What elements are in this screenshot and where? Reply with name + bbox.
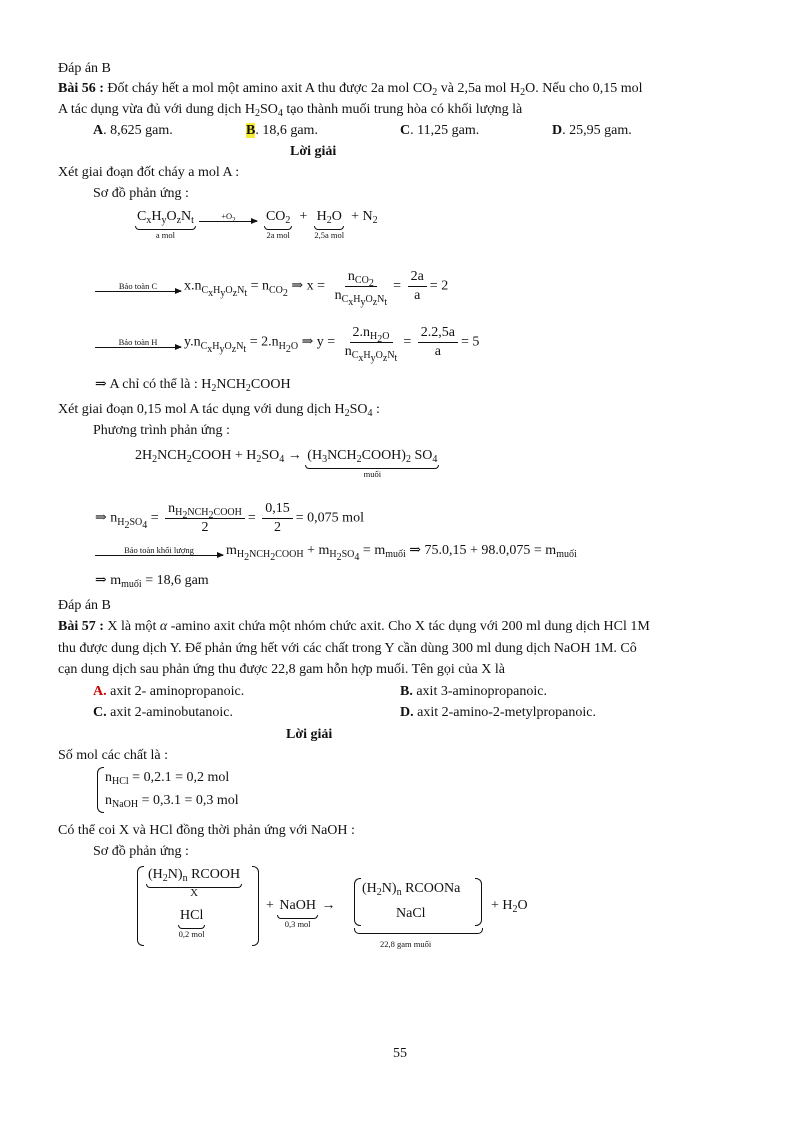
option-c: C. 11,25 gam. <box>400 123 480 138</box>
option-57-a: A. axit 2- aminopropanoic. <box>93 684 245 699</box>
option-b: B. 18,6 gam. <box>246 123 318 138</box>
option-a: A. 8,625 gam. <box>93 123 173 138</box>
mass-balance: Bảo toàn khối lượng $m_{H_2NCH_2COOH} + m_{H_2SO_4} = m_{muối}$ ⇒ $75.0,15 + 98.0,075 = m_{muối}$ <box>95 542 577 560</box>
scheme-label: Sơ đồ phản ứng : <box>93 186 189 201</box>
product-salt: $(H_2N)_n$ RCOONa <box>362 881 461 898</box>
problem-56-text-2: A tác dụng vừa đủ với dung dịch $H_2SO_4$ tạo thành muối trung hòa có khối lượng là <box>58 102 523 119</box>
step-text-2: Xét giai đoạn 0,15 mol A tác dụng với dung dịch $H_2SO_4$ : <box>58 402 380 419</box>
problem-56-text: Bài 56 : Đốt cháy hết a mol một amino axit A thu được 2a mol $CO_2$ và 2,5a mol $H_2O$. Nếu cho 0,15 mol <box>58 81 643 98</box>
naoh-term: + NaOH 0,3 mol → <box>266 898 336 929</box>
option-d: D. 25,95 gam. <box>552 123 632 138</box>
scheme-label-2: Sơ đồ phản ứng : <box>93 844 189 859</box>
carbon-balance: Bảo toàn C $x.n_{C_xH_yO_zN_t} = n_{CO_2}$ ⇒ x = $\frac{n_{CO_2}}{n_{C_xH_yO_zN_t}}$ = $\frac{2a}{a}$ = 2 <box>95 268 448 305</box>
mole-naoh: $n_{NaOH} = 0,3.1 = 0,3$ mol <box>105 793 239 810</box>
product-brace-left <box>354 878 361 926</box>
water-product: + $H_2O$ <box>491 898 528 915</box>
conclusion: ⇒ A chỉ có thể là : $H_2NCH_2COOH$ <box>95 377 291 394</box>
system-brace <box>97 767 104 813</box>
problem-57-text: Bài 57 : X là một α -amino axit chứa một nhóm chức axit. Cho X tác dụng với 200 ml dung dịch HCl 1M <box>58 619 650 634</box>
mole-hcl: $n_{HCl} = 0,2.1 = 0,2$ mol <box>105 770 230 787</box>
solution-heading: Lời giải <box>290 144 337 159</box>
combustion-equation: $C_xH_yO_zN_t$ a mol $+O_2$ $CO_2$ 2a mol + $H_2O$ 2,5a mol + $N_2$ <box>137 209 378 240</box>
step-text-3: Có thể coi X và HCl đồng thời phản ứng với NaOH : <box>58 823 355 838</box>
hydrogen-balance: Bảo toàn H $y.n_{C_xH_yO_zN_t} = 2.n_{H_2O}$ ⇒ y = $\frac{2.n_{H_2O}}{n_{C_xH_yO_zN_t}}$ = $\frac{2.2,5a}{a}$ = 5 <box>95 324 479 361</box>
salt-underbrace <box>354 928 483 934</box>
answer-line: Đáp án B <box>58 61 111 76</box>
salt-caption: 22,8 gam muối <box>380 939 432 949</box>
equation-label: Phương trình phản ứng : <box>93 423 230 438</box>
mole-calc: ⇒ $n_{H_2SO_4}$ = $\frac{n_{H_2NCH_2COOH}}{2}$ = $\frac{0,15}{2}$ = 0,075 mol <box>95 501 364 535</box>
answer-line-2: Đáp án B <box>58 598 111 613</box>
mole-label: Số mol các chất là : <box>58 748 169 763</box>
problem-57-text-3: cạn dung dịch sau phản ứng thu được 22,8 gam hỗn hợp muối. Tên gọi của X là <box>58 662 505 677</box>
page-number: 55 <box>393 1046 407 1061</box>
option-57-b: B. axit 3-aminopropanoic. <box>400 684 547 699</box>
x-compound: $(H_2N)_n$ RCOOH X <box>148 867 241 899</box>
reaction-equation: $2H_2NCH_2COOH + H_2SO_4$ → $(H_3NCH_2COOH)_2$ $SO_4$ muối <box>135 448 438 479</box>
step-text: Xét giai đoạn đốt cháy a mol A : <box>58 165 240 180</box>
hcl-compound: HCl 0,2 mol <box>178 908 205 939</box>
product-brace-right <box>475 878 482 926</box>
product-nacl: NaCl <box>396 906 426 921</box>
problem-57-text-2: thu được dung dịch Y. Để phản ứng hết với các chất trong Y cần dùng 300 ml dung dịch NaOH 1M. Cô <box>58 641 637 656</box>
mass-result: ⇒ $m_{muối} = 18,6$ gam <box>95 573 209 590</box>
option-57-d: D. axit 2-amino-2-metylpropanoic. <box>400 705 596 720</box>
left-brace <box>137 866 144 946</box>
option-57-c: C. axit 2-aminobutanoic. <box>93 705 233 720</box>
right-brace <box>252 866 259 946</box>
solution-heading-2: Lời giải <box>286 727 333 742</box>
